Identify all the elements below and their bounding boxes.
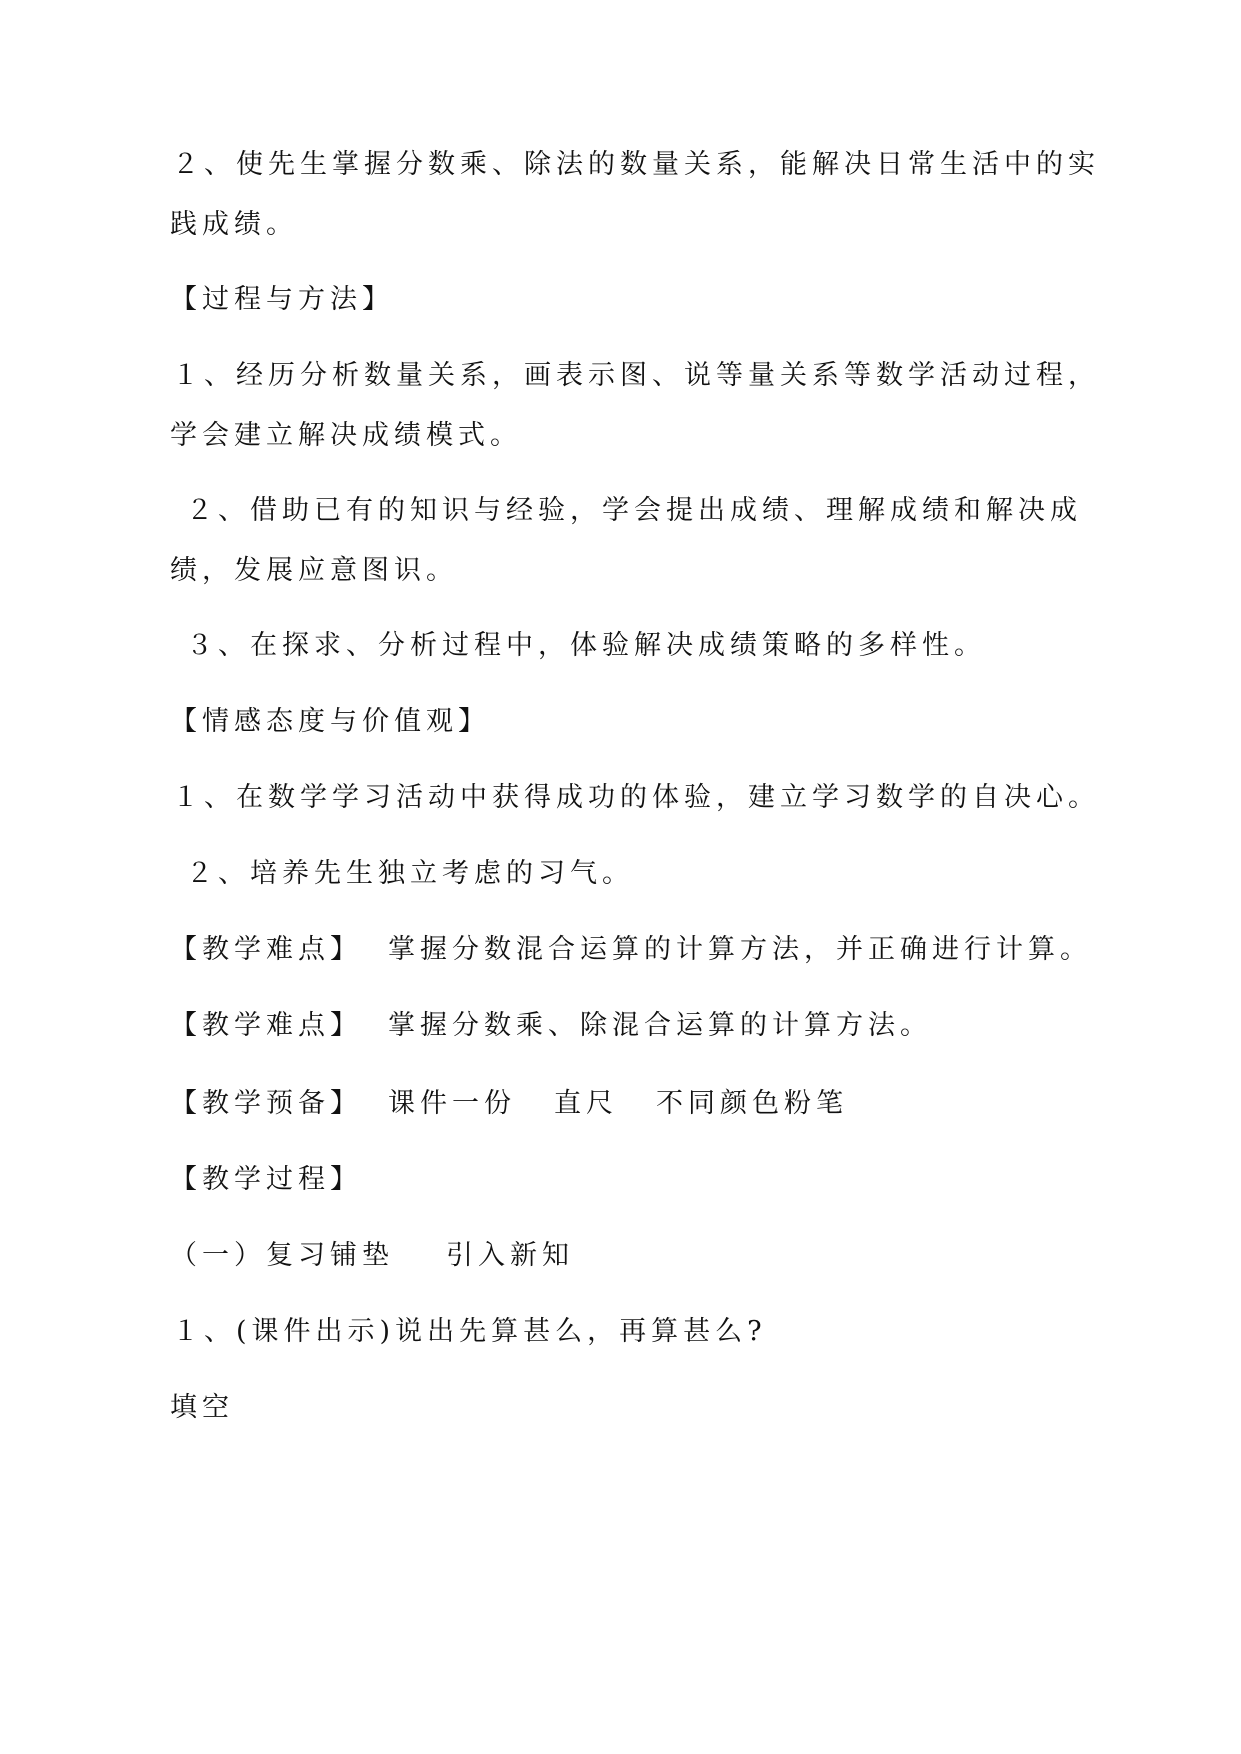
key-points-row: [170, 932, 1092, 968]
section-heading-emotion-values: 【情感态度与价值观】: [170, 706, 490, 737]
key-points-label: 【教学难点】: [170, 934, 362, 965]
paragraph-line: 填空: [170, 1392, 234, 1423]
difficult-points-row: [170, 1008, 932, 1044]
paragraph-line: ２、使先生掌握分数乘、除法的数量关系，能解决日常生活中的实: [172, 149, 1100, 180]
paragraph-line: １、在数学学习活动中获得成功的体验，建立学习数学的自决心。: [172, 782, 1100, 813]
section-heading-teaching-process: 【教学过程】: [170, 1164, 362, 1195]
paragraph-line: ３、在探求、分析过程中，体验解决成绩策略的多样性。: [186, 630, 986, 661]
difficult-points-text: 掌握分数乘、除混合运算的计算方法。: [388, 1010, 932, 1041]
subsection-review-row: [170, 1238, 574, 1274]
difficult-points-label: 【教学难点】: [170, 1010, 362, 1041]
paragraph-line: １、(课件出示)说出先算甚么，再算甚么?: [172, 1316, 767, 1347]
paragraph-line: ２、培养先生独立考虑的习气。: [186, 858, 634, 889]
section-heading-process-method: 【过程与方法】: [170, 284, 394, 315]
paragraph-line: 学会建立解决成绩模式。: [170, 420, 522, 451]
preparation-row: [170, 1086, 848, 1122]
preparation-item: 直尺: [554, 1088, 618, 1119]
subsection-text: 引入新知: [446, 1240, 574, 1271]
subsection-label: （一）复习铺垫: [170, 1240, 394, 1271]
paragraph-line: ２、借助已有的知识与经验，学会提出成绩、理解成绩和解决成: [186, 495, 1082, 526]
preparation-item: 不同颜色粉笔: [656, 1088, 848, 1119]
key-points-text: 掌握分数混合运算的计算方法，并正确进行计算。: [388, 934, 1092, 965]
preparation-item: 课件一份: [388, 1088, 516, 1119]
paragraph-line: １、经历分析数量关系，画表示图、说等量关系等数学活动过程，: [172, 360, 1100, 391]
preparation-label: 【教学预备】: [170, 1088, 362, 1119]
paragraph-line: 绩，发展应意图识。: [170, 555, 458, 586]
paragraph-line: 践成绩。: [170, 209, 298, 240]
